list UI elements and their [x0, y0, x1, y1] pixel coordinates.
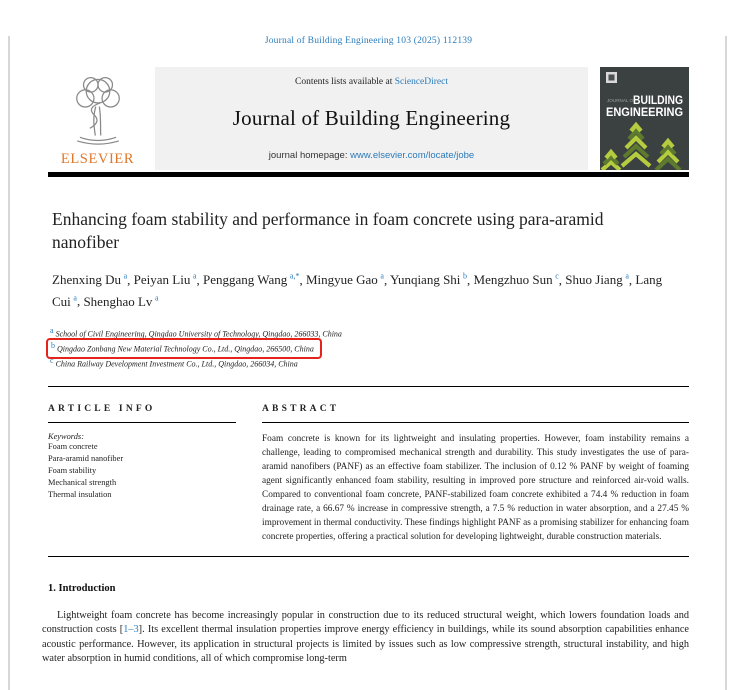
author-affiliation-mark: a — [155, 293, 159, 303]
abstract-rule — [262, 422, 689, 423]
intro-text-after: . Its excellent thermal insulation properties improve energy efficiency in buildings, while its sound absorption capabilities enhance acoustic performance. However, its application in structural projects is limited by issues such as low compressive strength, structural instability, and high water absorption in humid conditions, all of which compromise long-term — [42, 624, 689, 665]
article-info-heading: ARTICLE INFO — [48, 403, 156, 414]
keyword-item: Thermal insulation — [48, 489, 112, 499]
journal-homepage-link[interactable]: www.elsevier.com/locate/jobe — [350, 150, 475, 161]
pdf-page — [0, 36, 729, 667]
author-name: Peiyan Liu $^a$ — [133, 271, 197, 287]
abstract-bottom-divider — [48, 556, 689, 557]
affiliation-text: Qingdao Zonbang New Material Technology Co., Ltd., Qingdao, 266500, China — [55, 344, 314, 354]
affiliation-mark: b — [51, 340, 55, 350]
elsevier-wordmark: ELSEVIER — [60, 151, 135, 167]
affiliation-list — [50, 326, 689, 370]
contents-line — [161, 77, 582, 87]
affiliation-text: School of Civil Engineering, Qingdao University of Technology, Qingdao, 266033, China — [53, 329, 342, 339]
journal-reference-link[interactable]: Journal of Building Engineering 103 (2025) 112139 — [264, 36, 473, 46]
author-affiliation-mark: a — [123, 271, 128, 281]
citation-bracket-close: ] — [138, 624, 143, 636]
abstract-heading: ABSTRACT — [262, 403, 340, 414]
author-name: Mingyue Gao $^a$ — [305, 271, 384, 287]
journal-header — [48, 67, 689, 170]
cover-title-line2: ENGINEERING — [606, 105, 683, 119]
cover-journal-of-text: JOURNAL OF — [607, 98, 636, 103]
article-info-column — [48, 404, 236, 545]
author-affiliation-mark: a — [625, 271, 629, 281]
sciencedirect-link[interactable]: ScienceDirect — [394, 77, 448, 87]
author-name: Zhenxing Du $^a$ — [52, 271, 128, 287]
author-name: Penggang Wang $^{a,*}$ — [203, 271, 300, 287]
elsevier-logo[interactable] — [48, 67, 147, 170]
keywords-list — [48, 441, 236, 501]
keywords-label: Keywords: — [48, 431, 84, 441]
author-name: Mengzhuo Sun $^c$ — [473, 271, 559, 287]
article-title: Enhancing foam stability and performance in foam concrete using para-aramid nanofiber — [52, 208, 604, 252]
author-name: Shuo Jiang $^a$ — [565, 271, 629, 287]
abstract-column — [262, 404, 689, 545]
article-info-rule — [48, 422, 236, 423]
keyword-item: Foam stability — [48, 465, 97, 475]
keyword-item: Para-aramid nanofiber — [48, 453, 124, 463]
elsevier-tree-icon — [60, 74, 136, 150]
cover-title-line1: BUILDING — [633, 93, 683, 107]
section-divider — [48, 386, 689, 387]
author-affiliation-mark: a — [380, 271, 384, 281]
affiliation-text: China Railway Development Investment Co., Ltd., Qingdao, 266034, China — [53, 359, 298, 369]
introduction-paragraph — [42, 609, 689, 667]
author-name: Yunqiang Shi $^b$ — [390, 271, 468, 287]
abstract-text: Foam concrete is known for its lightweight and insulating properties. However, foam instability remains a challenge, leading to compromised mechanical strength and durability. This study investigates the use of para-aramid nanofibers (PANF) as an effective foam stabilizer. The inclusion of 0.12 % PANF by weight of foaming agent significantly enhanced foam stability, resulting in improved pore structure and reinforced air-void walls. Compared to conventional foam concrete, PANF-stabilized foam concrete exhibited a 74.4 % reduction in foam drainage rate, a 66.67 % increase in compressive strength, a 7.5 % reduction in water absorption, and a 27.45 % improvement in thermal conductivity. These findings highlight PANF as a promising stabilizer for enhancing foam concrete properties, offering a practical solution for developing lightweight, durable construction materials. — [262, 433, 689, 543]
affiliation-mark: a — [50, 326, 54, 336]
author-affiliation-mark: b — [463, 271, 468, 281]
intro-text-before: Lightweight foam concrete has become increasingly popular in construction due to its reduced structural weight, which lowers foundation loads and construction costs — [42, 609, 689, 636]
affiliation-line — [50, 341, 689, 356]
citation-link[interactable]: 1–3 — [123, 624, 139, 636]
journal-banner — [155, 67, 588, 170]
homepage-line — [161, 150, 582, 161]
keyword-item: Foam concrete — [48, 441, 98, 451]
author-affiliation-mark: a — [73, 293, 77, 303]
author-name: Lang Cui $^a$ — [52, 271, 663, 309]
author-affiliation-mark: a,* — [289, 271, 300, 281]
highlight-box-annotation — [46, 338, 322, 359]
author-name: Shenghao Lv $^a$ — [83, 293, 159, 309]
header-divider-bar — [48, 172, 689, 177]
introduction-heading: 1. Introduction — [48, 582, 116, 594]
contents-prefix: Contents lists available at — [294, 77, 395, 87]
author-affiliation-mark: c — [555, 271, 559, 281]
homepage-prefix: journal homepage: — [268, 150, 351, 161]
citation-bracket-open: [ — [119, 624, 124, 636]
affiliation-mark: c — [50, 356, 54, 366]
journal-name: Journal of Building Engineering — [232, 106, 511, 130]
author-affiliation-mark: a — [192, 271, 197, 281]
journal-cover-thumbnail[interactable] — [600, 67, 689, 170]
author-list: Zhenxing Du $^a$, Peiyan Liu $^a$, Penggang Wang $^{a,*}$, Mingyue Gao $^a$, Yunqiang Shi $^b$, Mengzhuo Sun $^c$, Shuo Jiang $^a$, Lang Cui $^a$, Shenghao Lv $^a$ — [52, 271, 663, 309]
keyword-item: Mechanical strength — [48, 477, 117, 487]
